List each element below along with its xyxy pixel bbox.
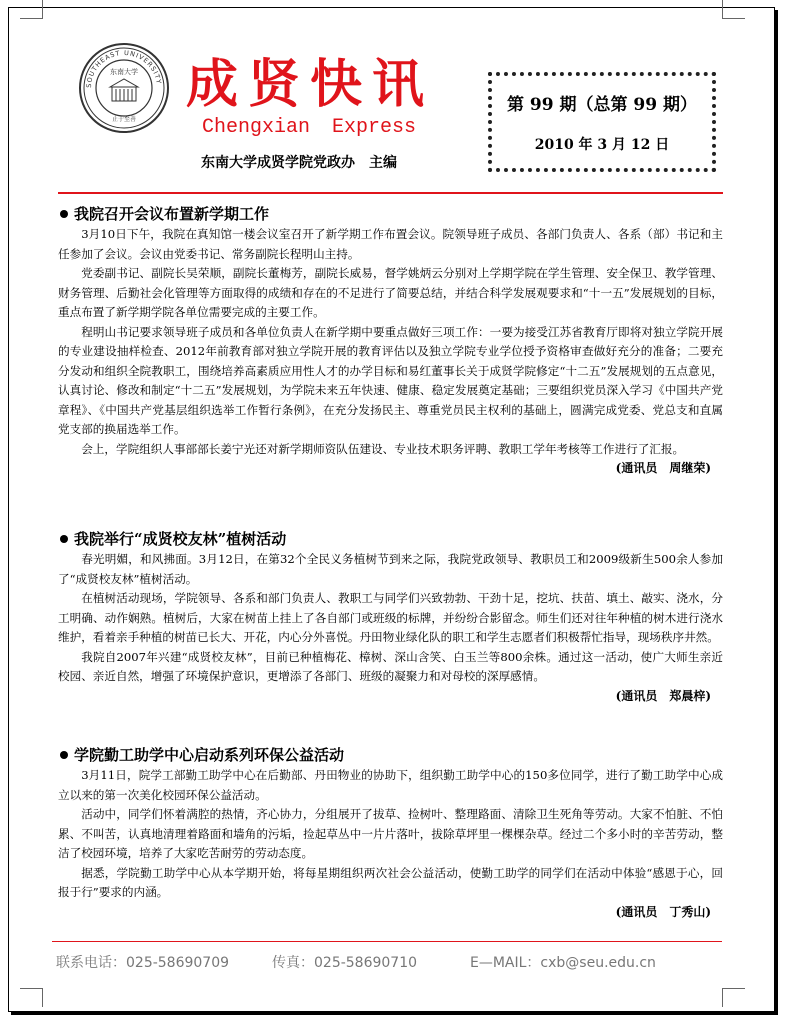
article-reporter: (通讯员 丁秀山): [615, 904, 711, 919]
article-paragraph: 活动中，同学们怀着满腔的热情，齐心协力，分组展开了拔草、捡树叶、整理路面、清除卫生死角等劳动。大家不怕脏、不怕累、不叫苦，认真地清理着路面和墙角的污垢，捡起草丛中一片片落叶，拔除草坪里一棵棵杂草。经过二个多小时的辛苦劳动，整洁了校园环境，培养了大家吃苦耐劳的劳动态度。: [58, 807, 723, 860]
masthead-editor: 东南大学成贤学院党政办 主编: [201, 155, 397, 171]
svg-text:东南大学: 东南大学: [110, 68, 138, 76]
university-seal-logo: [79, 43, 169, 133]
article-paragraph: 据悉，学院勤工助学中心从本学期开始，将每星期组织两次社会公益活动，使勤工助学的同学们在活动中体验“感恩于心，回报于行”要求的内涵。: [58, 865, 723, 899]
masthead-divider: [58, 192, 723, 194]
svg-text:止于至善: 止于至善: [111, 116, 137, 123]
article-paragraph: 在植树活动现场，学院领导、各系和部门负责人、教职工与同学们兴致勃勃、干劲十足，挖坑、扶苗、填土、敲实、浇水，分工明确、动作娴熟。植树后，大家在树苗上挂上了各自部门或班级的标牌，并纷纷合影留念。师生们还对往年种植的树木进行浇水维护，看着亲手种植的树苗已长大、开花，内心分外喜悦。丹田物业绿化队的职工和学生志愿者们积极帮忙指导，现场秩序井然。: [58, 591, 723, 644]
masthead-title-en: Chengxian Express: [202, 116, 417, 139]
article-paragraph: 程明山书记要求领导班子成员和各单位负责人在新学期中要重点做好三项工作：一要为接受江苏省教育厅即将对独立学院开展的专业建设抽样检查、2012年前教育部对独立学院开展的教育评估以及独立学院专业学位授予资格审查做好充分的准备；二要充分发动和组织全院教职工，围绕培养高素质应用性人才的办学目标和易红董事长关于成贤学院修定“十二五”发展规划的五点意见，认真讨论、修改和制定“十二五”发展规划，为学院未来五年快速、健康、稳定发展奠定基础；三要组织党员深入学习《中国共产党章程》、《中国共产党基层组织选举工作暂行条例》，在充分发扬民主、尊重党员民主权利的基础上，圆满完成党委、党总支和直属党支部的换届选举工作。: [58, 324, 723, 436]
article-paragraph: 我院自2007年兴建“成贤校友林”，目前已种植梅花、樟树、深山含笑、白玉兰等800余株。通过这一活动，使广大师生亲近校园、亲近自然，增强了环境保护意识，更增添了各部门、班级的凝聚力和对母校的深厚感情。: [58, 649, 723, 683]
crop-mark: [20, 0, 43, 19]
article-reporter: (通讯员 郑晨梓): [615, 688, 711, 703]
crop-mark: [722, 0, 745, 19]
article-title: 我院召开会议布置新学期工作: [58, 203, 723, 225]
article-title: 我院举行“成贤校友林”植树活动: [58, 528, 723, 550]
issue-info-box: [488, 72, 716, 172]
crop-mark: [722, 988, 745, 1007]
crop-mark: [20, 988, 43, 1007]
article: [58, 744, 723, 922]
article-reporter: (通讯员 周继荣): [615, 461, 711, 475]
article-title: 学院勤工助学中心启动系列环保公益活动: [58, 744, 723, 766]
article-paragraph: 会上，学院组织人事部部长姜宁光还对新学期师资队伍建设、专业技术职务评聘、教职工学年考核等工作进行了汇报。: [81, 441, 685, 456]
article-paragraph: 党委副书记、副院长吴荣顺，副院长董梅芳，副院长威易，督学姚炳云分别对上学期学院在学生管理、安全保卫、教学管理、财务管理、后勤社会化管理等方面取得的成绩和存在的不足进行了简要总结，并结合科学发展观要求和“十一五”发展规划的目标，重点布置了新学期学院各单位需要完成的主要工作。: [58, 266, 723, 319]
article: [58, 528, 723, 706]
bullet-icon: [60, 751, 68, 759]
svg-text:SOUTHEAST UNIVERSITY: SOUTHEAST UNIVERSITY: [84, 48, 163, 89]
issue-date: 2010 年 3 月 12 日: [534, 137, 670, 153]
masthead-title-cn: 成贤快讯: [186, 54, 435, 115]
issue-number: 第 99 期（总第 99 期）: [507, 95, 697, 115]
footer-fax: 传真：025-58690710: [272, 955, 418, 971]
footer-email: E—MAIL：cxb@seu.edu.cn: [470, 955, 656, 971]
article-paragraph: 3月10日下午，我院在真知馆一楼会议室召开了新学期工作布置会议。院领导班子成员、各部门负责人、各系（部）书记和主任参加了会议。会议由党委书记、常务副院长程明山主持。: [58, 227, 723, 261]
bullet-icon: [60, 210, 68, 218]
footer-divider: [52, 941, 722, 942]
article-paragraph: 3月11日，院学工部勤工助学中心在后勤部、丹田物业的协助下，组织勤工助学中心的150多位同学，进行了勤工助学中心成立以来的第一次美化校园环保公益活动。: [58, 768, 723, 802]
bullet-icon: [60, 535, 68, 543]
article: [58, 203, 723, 479]
article-paragraph: 春光明媚，和风拂面。3月12日，在第32个全民义务植树节到来之际，我院党政领导、教职员工和2009级新生500余人参加了“成贤校友林”植树活动。: [58, 552, 723, 586]
footer-phone: 联系电话：025-58690709: [56, 955, 230, 971]
